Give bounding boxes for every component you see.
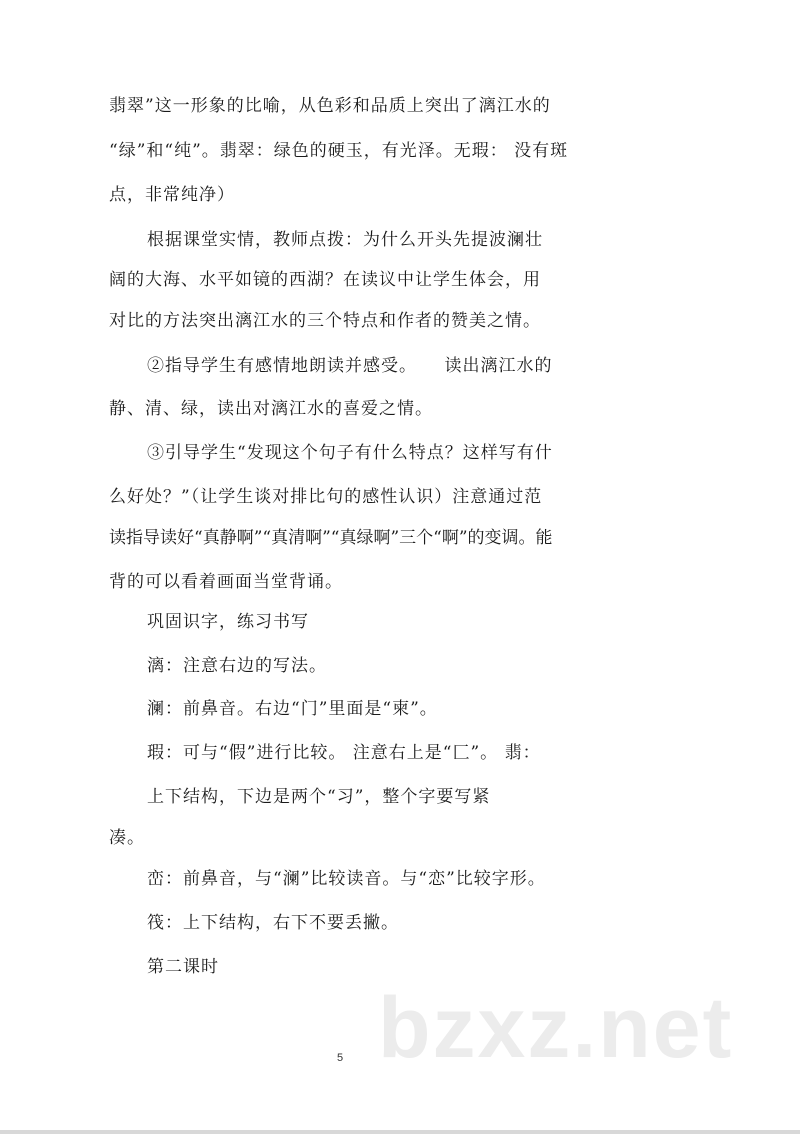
text-line: 阔的大海、水平如镜的西湖？在读议中让学生体会，用 <box>109 270 541 290</box>
text-line: 对比的方法突出漓江水的三个特点和作者的赞美之情。 <box>109 311 541 331</box>
text-line: ③引导学生“发现这个句子有什么特点？这样写有什 <box>147 443 553 463</box>
text-line: 根据课堂实情，教师点拨：为什么开头先提波澜壮 <box>147 230 543 250</box>
text-line: 筏：上下结构，右下不要丢撇。 <box>147 913 399 933</box>
text-line: 上下结构，下边是两个“习”，整个字要写紧 <box>147 787 491 807</box>
text-line: 静、清、绿，读出对漓江水的喜爱之情。 <box>109 399 433 419</box>
text-line: 漓：注意右边的写法。 <box>147 656 327 676</box>
text-line: 么好处？”（让学生谈对排比句的感性认识）注意通过范 <box>109 487 543 507</box>
page-number: 5 <box>337 1052 344 1064</box>
text-line: ②指导学生有感情地朗读并感受。 读出漓江水的 <box>147 356 553 376</box>
text-line: 第二课时 <box>147 957 219 977</box>
text-line: 巩固识字，练习书写 <box>147 612 309 632</box>
text-line: 澜：前鼻音。右边“门”里面是“柬”。 <box>147 699 438 719</box>
text-line: 峦：前鼻音，与“澜”比较读音。与“恋”比较字形。 <box>147 869 546 889</box>
text-line: 瑕：可与“假”进行比较。 注意右上是“匚”。 翡： <box>147 743 541 763</box>
text-line: 点，非常纯净） <box>109 185 235 205</box>
text-line: 读指导读好“真静啊”“真清啊”“真绿啊”三个“啊”的变调。能 <box>109 528 553 548</box>
text-line: “绿”和“纯”。翡翠：绿色的硬玉，有光泽。无瑕： 没有斑 <box>109 141 569 161</box>
text-line: 凑。 <box>109 828 145 848</box>
watermark-logo: bzxz.net <box>378 980 734 1076</box>
text-line: 翡翠”这一形象的比喻，从色彩和品质上突出了漓江水的 <box>109 96 551 116</box>
text-line: 背的可以看着画面当堂背诵。 <box>109 572 343 592</box>
page-bottom-edge <box>0 1130 800 1134</box>
